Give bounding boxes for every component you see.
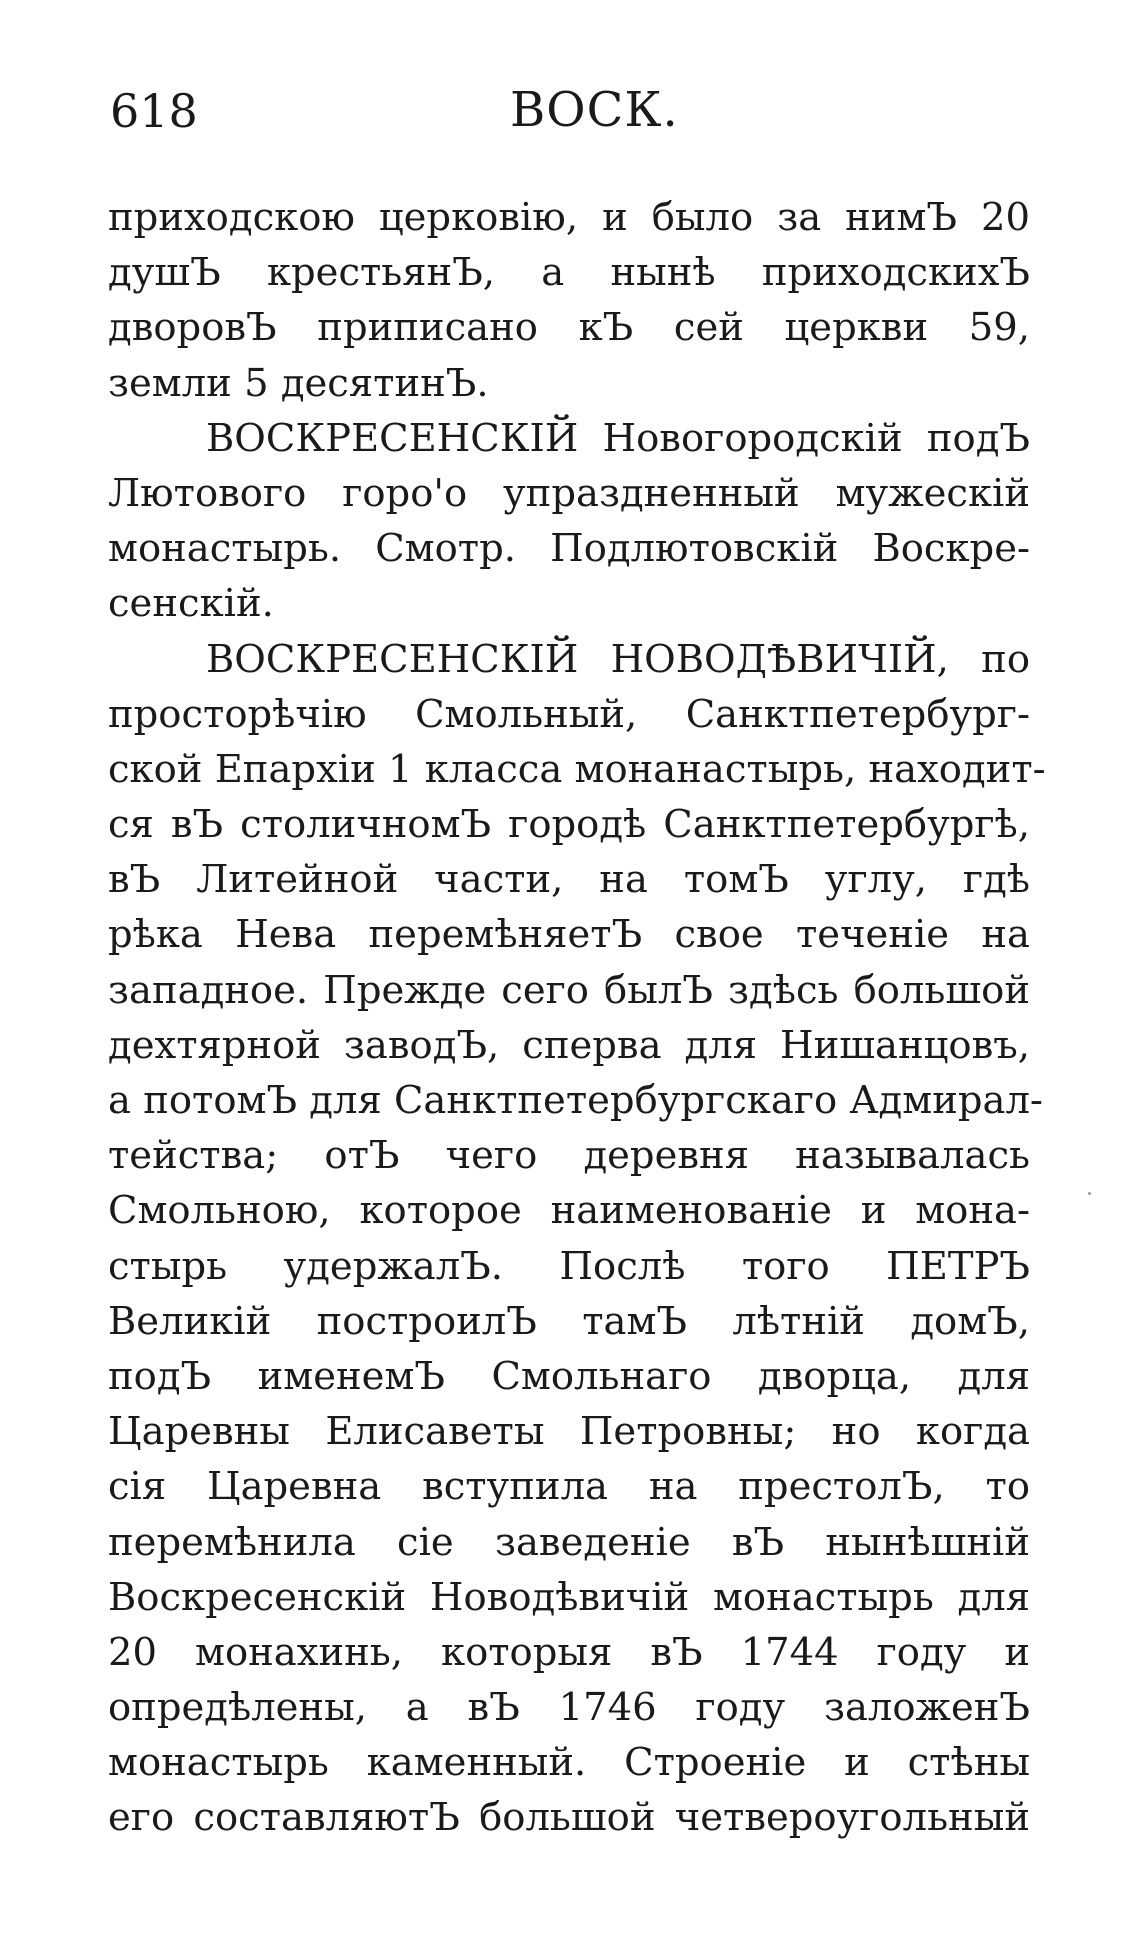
text-line: Воскресенскій Новодѣвичій монастырь для <box>108 1574 1030 1620</box>
text-line: монастырь. Смотр. Подлютовскій Воскре- <box>108 526 1030 572</box>
text-line: Великій построилЪ тамЪ лѣтній домЪ, <box>108 1298 1030 1344</box>
text-line: рѣка Нева перемѣняетЪ свое теченіе на <box>108 912 1030 958</box>
text-line: Царевны Елисаветы Петровны; но когда <box>108 1409 1030 1455</box>
text-line: стырь удержалЪ. Послѣ того ПЕТРЪ <box>108 1243 1030 1289</box>
text-line: просторѣчію Смольный, Санктпетербург- <box>108 691 1030 737</box>
text-line: ской Епархіи 1 класса монанастырь, находит- <box>108 746 1046 792</box>
text-line: душЪ крестьянЪ, а нынѣ приходскихЪ <box>108 250 1030 296</box>
text-line: монастырь каменный. Строеніе и стѣны <box>108 1740 1030 1786</box>
text-line: дехтярной заводЪ, сперва для Нишанцовъ, <box>108 1022 1030 1068</box>
entry-heading-line: ВОСКРЕСЕНСКІЙ НОВОДѢВИЧІЙ, по <box>206 636 1030 682</box>
text-line: дворовЪ приписано кЪ сей церкви 59, <box>108 305 1030 351</box>
text-line: его составляютЪ большой четвероугольный <box>108 1795 1030 1841</box>
text-line: подЪ именемЪ Смольнаго дворца, для <box>108 1353 1030 1399</box>
page-number: 618 <box>110 84 198 138</box>
running-head: ВОСК. <box>510 82 679 138</box>
entry-heading-line: ВОСКРЕСЕНСКІЙ Новогородскій подЪ <box>206 415 1030 461</box>
text-line: 20 монахинь, которыя вЪ 1744 году и <box>108 1629 1030 1675</box>
text-line: Смольною, которое наименованіе и мона- <box>108 1188 1030 1234</box>
text-line: западное. Прежде сего былЪ здѣсь большой <box>108 967 1030 1013</box>
paper-speck <box>1088 1192 1091 1195</box>
text-line: земли 5 десятинЪ. <box>108 360 489 406</box>
text-line: Лютового горо'о упраздненный мужескій <box>108 470 1030 516</box>
text-line: а потомЪ для Санктпетербургскаго Адмирал- <box>108 1078 1043 1123</box>
text-line: ся вЪ столичномЪ городѣ Санктпетербургѣ, <box>108 802 1030 848</box>
body-text <box>108 190 1046 1846</box>
text-line: приходскою церковію, и было за нимЪ 20 <box>108 195 1030 240</box>
text-line: сенскій. <box>108 581 274 627</box>
text-line: сія Царевна вступила на престолЪ, то <box>108 1464 1030 1510</box>
text-line: перемѣнила сіе заведеніе вЪ нынѣшній <box>108 1519 1030 1565</box>
text-line: тейства; отЪ чего деревня называлась <box>108 1133 1030 1179</box>
text-line: вЪ Литейной части, на томЪ углу, гдѣ <box>108 857 1030 903</box>
text-line: опредѣлены, а вЪ 1746 году заложенЪ <box>108 1685 1030 1731</box>
